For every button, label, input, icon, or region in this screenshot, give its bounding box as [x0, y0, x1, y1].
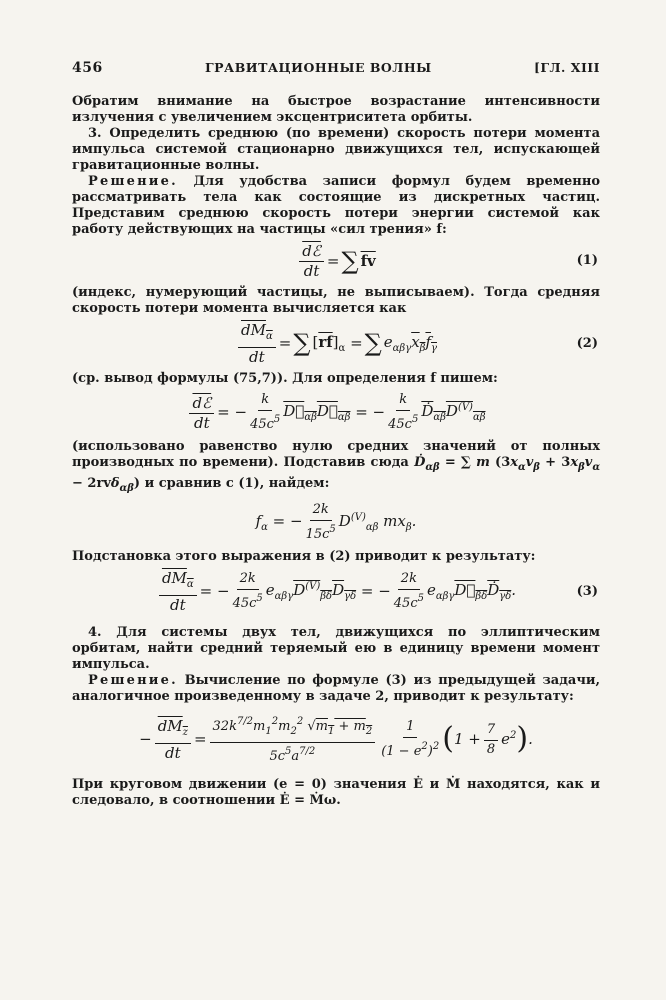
used-tail-text: и сравнив с (1), найдем: [144, 476, 330, 491]
cf-paragraph: (ср. вывод формулы (75,7)). Для определения f пишем: [72, 371, 498, 386]
solution-label: Решение. [88, 174, 178, 189]
page-number: 456 [72, 60, 103, 76]
equation-2: $\frac{dM_\alpha}{dt}$ = ∑ $[\overline{rf}]_\alpha$ = ∑ $e_{\alpha\beta\gamma}x_\beta f_\gamma$ (2) [72, 321, 600, 365]
used-paragraph: (использовано равенство нулю средних значений от полных производных по времени). Подставив сюда Ḋ$_{\alpha\beta}$ = ∑ m $(3x_\alpha v_\beta + 3x_\beta v_\alpha - 2rv\delta_{\alpha\beta})$ и сравнив с (1), найдем: [72, 439, 601, 494]
problem-3-solution [72, 174, 600, 238]
equation-final: − $\frac{dM_z}{dt}$ = $\frac{32k^{7/2}m_1^2m_2^2 √m_1 + m_2}{5c^5a^{7/2}}$ $\frac{1}{(1 - e^2)^2}$ ( 1 + $\frac{7}{8}$ $e^2$ ) . [72, 713, 600, 765]
intro-paragraph: Обратим внимание на быстрое возрастание интенсивности излучения с увеличением эксцентриситета орбиты. [72, 94, 600, 125]
solution-label-2: Решение. [88, 673, 178, 688]
problem-3-statement: 3. Определить среднюю (по времени) скорость потери момента импульса системой стационарно движущихся тел, испускающей гравитационные волны. [72, 126, 600, 173]
substitution-paragraph: Подстановка этого выражения в (2) приводит к результату: [72, 549, 536, 564]
problem-4-statement: 4. Для системы двух тел, движущихся по эллиптическим орбитам, найти средний теряемый ею в единицу времени момент импульса. [72, 625, 600, 672]
equation-f-alpha: $f_\alpha$ = − $\frac{2k}{15c^5}$ $D^{(V)}_{\alpha\beta}$ $mx_\beta$. [255, 502, 417, 542]
running-title: ГРАВИТАЦИОННЫЕ ВОЛНЫ [204, 60, 432, 75]
final-paragraph: При круговом движении (e = 0) значения Ė и Ṁ находятся, как и следовало, в соотношении Ė = Ṁω. [72, 777, 600, 808]
equation-1: $\frac{\text{dℰ}}{dt}$ = ∑ $\overline{fv}$ (1) [72, 242, 600, 279]
problem-4-solution [72, 673, 600, 705]
chapter-label: [ГЛ. XIII [533, 60, 600, 75]
solution-3-text: Для удобства записи формул будем временно рассматривать тела как состоящие из дискретных частиц. Представим среднюю скорость потери энергии системой как работу действующих на частицы «сил трения» f: [72, 174, 601, 237]
equation-2-number: (2) [576, 335, 598, 351]
running-header [72, 60, 600, 76]
equation-3-number: (3) [576, 583, 598, 599]
page [72, 60, 600, 809]
equation-3: $\frac{dM_\alpha}{dt}$ = − $\frac{2k}{45c^5}$ $e_{\alpha\beta\gamma}D^{(V)}_{\beta\delta}D_{\gamma\delta}$ = − $\frac{2k}{45c^5}$ $e_{\alpha\beta\gamma}D⃛_{\beta\delta}Ḋ_{\gamma\delta}$. (3) [72, 569, 600, 613]
equation-f-derivation: $\frac{\text{dℰ}}{dt}$ = − $\frac{k}{45c^5}$ $D⃛_{\alpha\beta}D⃛_{\alpha\beta}$ = − $\frac{k}{45c^5}$ $Ḋ_{\alpha\beta}D^{(V)}_{\alpha\beta}$ [72, 391, 600, 433]
index-paragraph: (индекс, нумерующий частицы, не выписываем). Тогда средняя скорость потери момента вычисляется как [72, 285, 600, 316]
solution-4-text: Вычисление по формуле (3) из предыдущей задачи, аналогичное произведенному в задаче 2, приводит к результату: [72, 673, 601, 704]
equation-1-number: (1) [576, 253, 598, 268]
used-text: (использовано равенство нулю средних значений от полных производных по времени). Подставив сюда [72, 439, 600, 470]
